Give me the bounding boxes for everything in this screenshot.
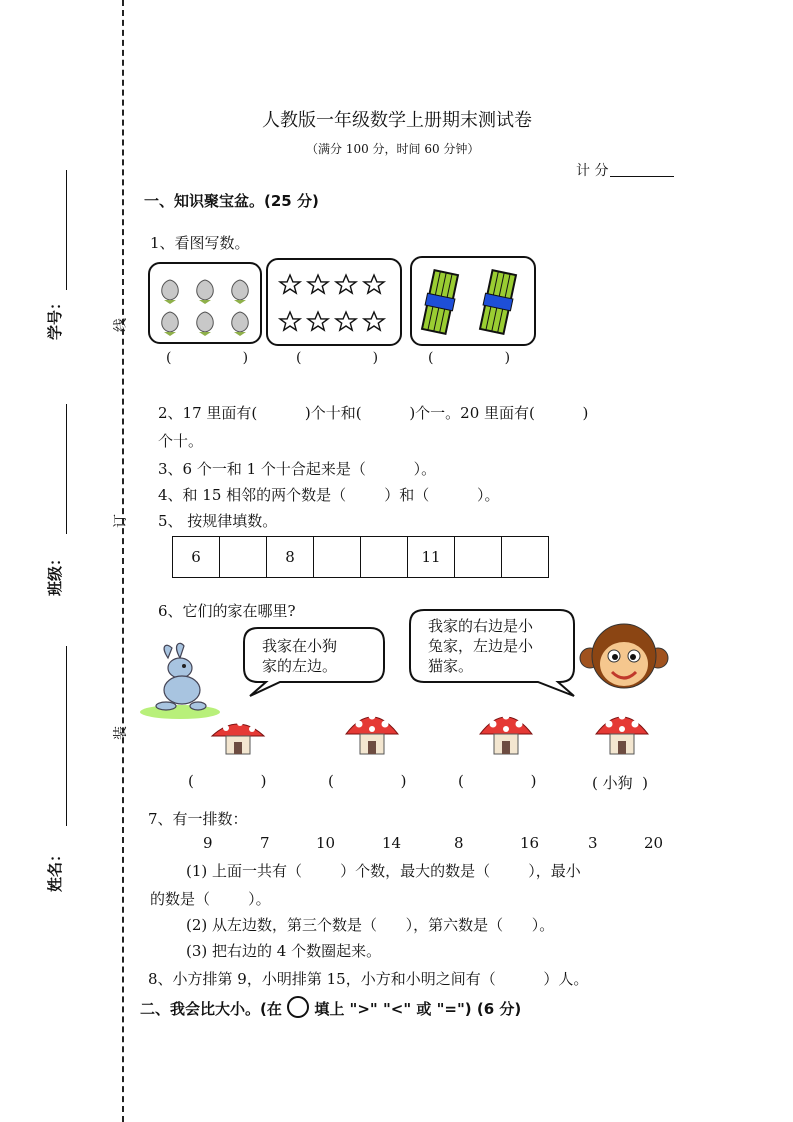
right-bubble-line-3: 猫家。	[428, 657, 474, 675]
q7-number: 10	[316, 834, 336, 852]
q1-answer-blank-1[interactable]: ( )	[166, 350, 249, 366]
q4-text: 4、和 15 相邻的两个数是（ ）和（ ）。	[158, 486, 500, 504]
q2-line-1: 2、17 里面有( )个十和( )个一。20 里面有( )	[158, 404, 589, 422]
mushroom-house-icon	[478, 704, 534, 756]
mushroom-house-icon	[344, 704, 400, 756]
score-label: 计 分	[576, 163, 609, 179]
stick-bundle-icons	[412, 258, 534, 344]
section-1-heading: 一、知识聚宝盆。(25 分)	[144, 192, 319, 210]
q7-number: 20	[644, 834, 664, 852]
q7-sub1-line-2: 的数是（ ）。	[150, 890, 271, 908]
q6-text: 6、它们的家在哪里?	[158, 602, 296, 620]
sequence-cell[interactable]	[314, 537, 361, 578]
q2-line-2: 个十。	[158, 432, 204, 450]
section-2-heading-end: 填上 ">" "<" 或 "=") (6 分)	[314, 1000, 522, 1018]
binding-char-line: 线	[113, 318, 129, 332]
page-title: 人教版一年级数学上册期末测试卷	[262, 110, 532, 131]
mushroom-house-icon	[594, 704, 650, 756]
sequence-cell: 6	[173, 537, 220, 578]
q7-text: 7、有一排数：	[148, 810, 248, 828]
star-icons	[268, 260, 400, 344]
sequence-cell: 8	[267, 537, 314, 578]
q7-number: 8	[454, 834, 464, 852]
q7-sub3: (3) 把右边的 4 个数圈起来。	[186, 942, 382, 960]
name-underline	[66, 646, 67, 826]
star-box	[266, 258, 402, 346]
circle-icon	[287, 996, 309, 1018]
student-id-underline	[66, 170, 67, 290]
q5-text: 5、 按规律填数。	[158, 512, 278, 530]
score-blank[interactable]	[610, 176, 674, 177]
section-2-heading	[140, 996, 521, 1019]
q3-text: 3、6 个一和 1 个十合起来是（ ）。	[158, 460, 437, 478]
left-bubble-line-1: 我家在小狗	[262, 637, 338, 655]
right-bubble-line-1: 我家的右边是小	[428, 617, 534, 635]
mushroom-house-icon	[210, 714, 266, 756]
peach-box	[148, 262, 262, 344]
q7-number: 9	[203, 834, 213, 852]
peach-icons	[150, 264, 260, 342]
q7-number: 16	[520, 834, 540, 852]
sequence-cell[interactable]	[361, 537, 408, 578]
q6-answer-filled: ( 小狗 )	[592, 774, 649, 792]
q1-answer-blank-2[interactable]: ( )	[296, 350, 379, 366]
sequence-cell[interactable]	[455, 537, 502, 578]
q5-sequence-table	[172, 536, 549, 578]
q1-text: 1、看图写数。	[150, 234, 250, 252]
sequence-cell: 11	[408, 537, 455, 578]
page-subtitle: （满分 100 分，时间 60 分钟）	[306, 142, 480, 156]
section-2-heading-start: 二、我会比大小。(在	[140, 1000, 282, 1018]
q6-answer-blank-1[interactable]: ( )	[188, 772, 267, 790]
q7-number: 7	[260, 834, 270, 852]
name-label: 姓名：	[46, 846, 64, 892]
q1-answer-blank-3[interactable]: ( )	[428, 350, 511, 366]
class-underline	[66, 404, 67, 534]
binding-dashed-line	[122, 0, 124, 1122]
q7-sub1-line-1: (1) 上面一共有（ ）个数，最大的数是（ ），最小	[186, 862, 581, 880]
q6-answer-blank-3[interactable]: ( )	[458, 772, 537, 790]
sequence-cell[interactable]	[502, 537, 549, 578]
sequence-cell[interactable]	[220, 537, 267, 578]
q8-text: 8、小方排第 9，小明排第 15，小方和小明之间有（ ）人。	[148, 970, 589, 988]
q7-number: 14	[382, 834, 402, 852]
class-label: 班级：	[46, 550, 64, 596]
rabbit-icon	[136, 640, 228, 722]
binding-char-zhuang: 装	[113, 726, 129, 740]
left-bubble-line-2: 家的左边。	[262, 657, 338, 675]
q7-number: 3	[588, 834, 598, 852]
student-id-label: 学号：	[46, 294, 64, 340]
q6-answer-blank-2[interactable]: ( )	[328, 772, 407, 790]
binding-char-ding: 订	[113, 514, 129, 528]
q7-sub2: (2) 从左边数，第三个数是（ ），第六数是（ ）。	[186, 916, 555, 934]
right-bubble-line-2: 兔家，左边是小	[428, 637, 534, 655]
bundle-box	[410, 256, 536, 346]
monkey-icon	[578, 622, 670, 692]
